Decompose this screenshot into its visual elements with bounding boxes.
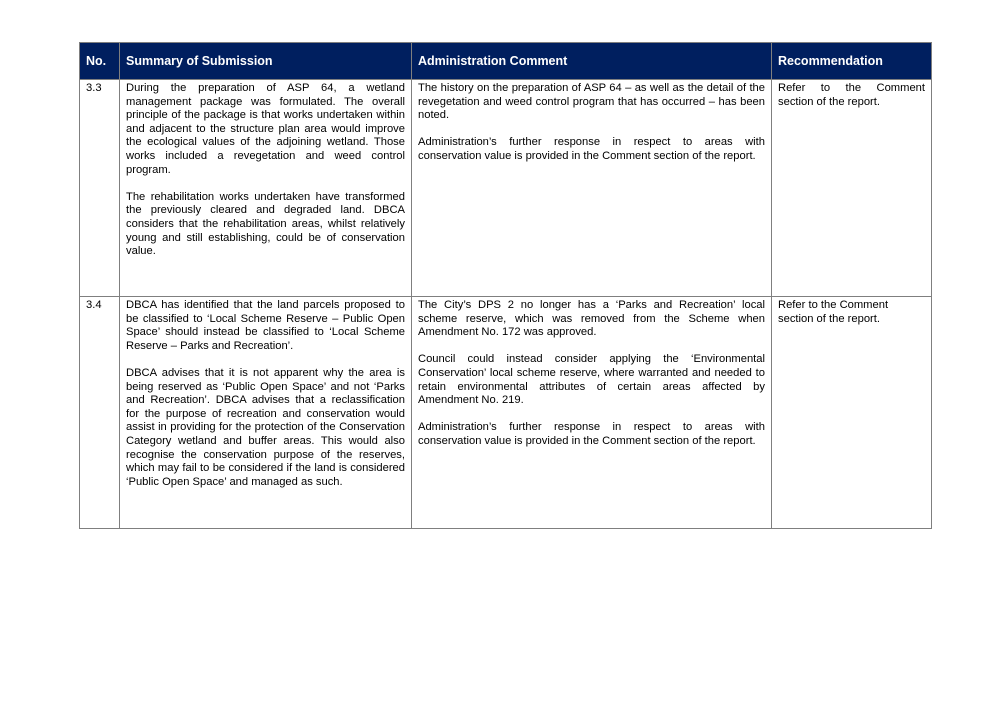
recommendation-text: Refer to the Comment section of the report. [778, 82, 925, 108]
header-no: No. [80, 43, 120, 80]
comment-paragraph: The history on the preparation of ASP 64 – as well as the detail of the revegetation and weed control program that has occurred – has been noted. [418, 82, 765, 122]
recommendation-cell [772, 80, 932, 297]
summary-paragraph: DBCA advises that it is not apparent why the area is being reserved as ‘Public Open Space’ and not ‘Parks and Recreation’. DBCA advises that a reclassification for the purpose of recreation and conservation would assist in providing for the protection of the Conservation Category wetland and buffer areas. This would also recognise the conservation purpose of the reserves, which may fail to be considered if the land is considered ‘Public Open Space’ and managed as such. [126, 366, 405, 488]
table-row [80, 297, 932, 529]
table-row [80, 80, 932, 297]
comment-paragraph: The City’s DPS 2 no longer has a ‘Parks and Recreation’ local scheme reserve, which was removed from the Scheme when Amendment No. 172 was approved. [418, 299, 765, 339]
header-summary: Summary of Submission [120, 43, 412, 80]
submissions-table [79, 42, 932, 529]
row-number: 3.3 [80, 80, 120, 297]
summary-paragraph: During the preparation of ASP 64, a wetland management package was formulated. The overall principle of the package is that works undertaken within and adjacent to the structure plan area would improve the ecological values of the adjoining wetland. Those works included a revegetation and weed control program. [126, 82, 405, 176]
header-recommendation: Recommendation [772, 43, 932, 80]
recommendation-cell [772, 297, 932, 529]
table-header-row [80, 43, 932, 80]
recommendation-text: Refer to the Comment section of the report. [778, 299, 889, 325]
comment-cell [412, 80, 772, 297]
summary-paragraph: The rehabilitation works undertaken have transformed the previously cleared and degraded land. DBCA considers that the rehabilitation areas, whilst relatively young and still establishing, could be of conservation value. [126, 190, 405, 258]
comment-paragraph: Council could instead consider applying the ‘Environmental Conservation’ local scheme reserve, where warranted and needed to retain environmental attributes of certain areas affected by Amendment No. 219. [418, 353, 765, 407]
comment-paragraph: Administration’s further response in respect to areas with conservation value is provided in the Comment section of the report. [418, 421, 765, 447]
summary-cell [120, 80, 412, 297]
summary-cell [120, 297, 412, 529]
comment-cell [412, 297, 772, 529]
row-number: 3.4 [80, 297, 120, 529]
comment-paragraph: Administration’s further response in respect to areas with conservation value is provided in the Comment section of the report. [418, 136, 765, 162]
header-comment: Administration Comment [412, 43, 772, 80]
summary-paragraph: DBCA has identified that the land parcels proposed to be classified to ‘Local Scheme Reserve – Public Open Space’ should instead be classified to ‘Local Scheme Reserve – Parks and Recreation’. [126, 299, 405, 352]
